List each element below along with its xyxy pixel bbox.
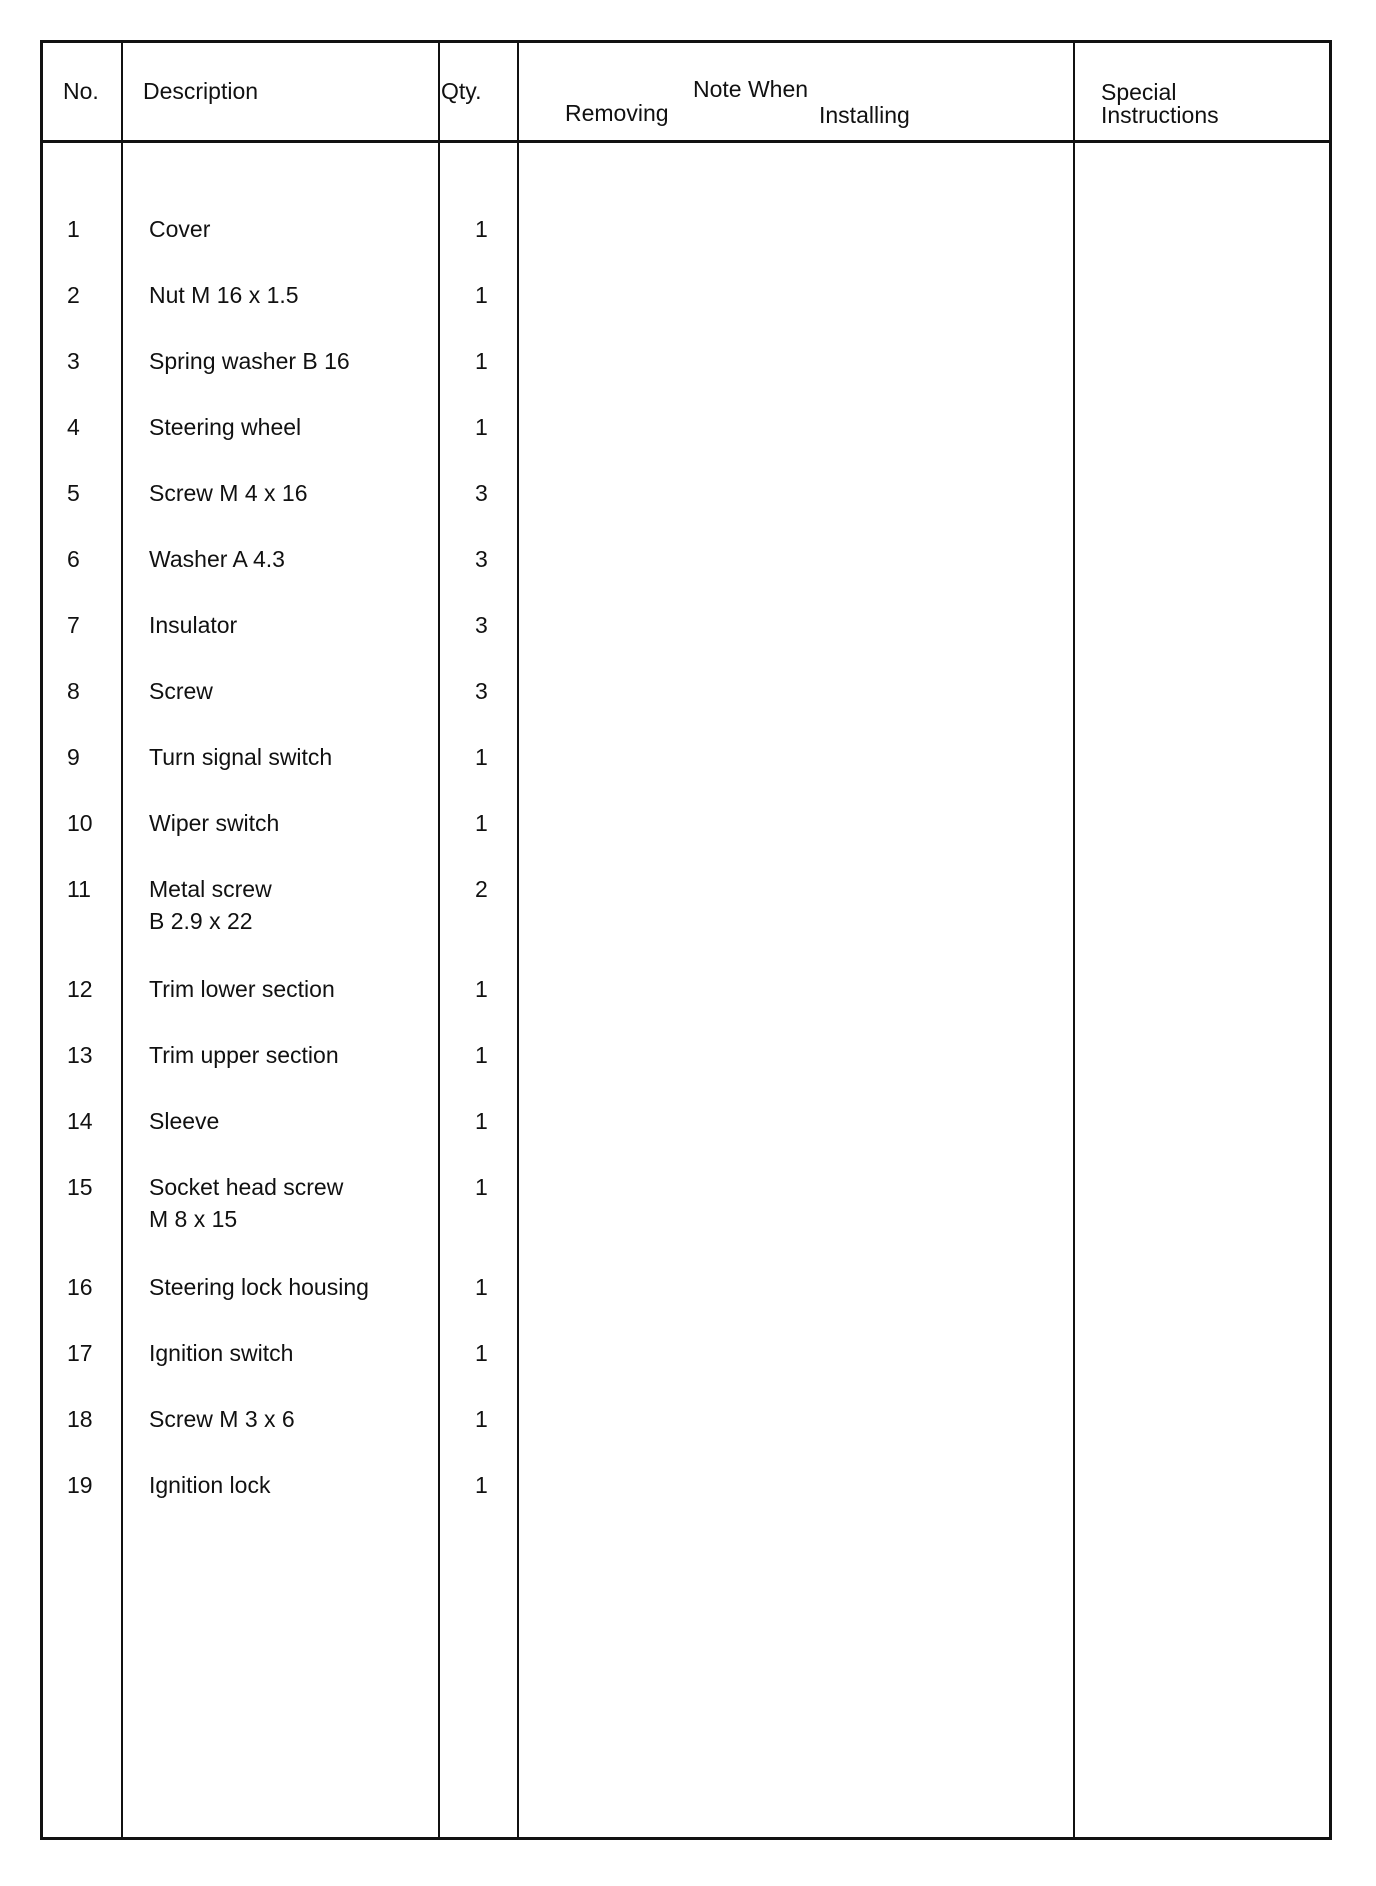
- row-quantity: 1: [475, 1340, 488, 1366]
- header-removing: Removing: [565, 100, 669, 126]
- row-number: 5: [67, 480, 80, 506]
- row-quantity: 1: [475, 976, 488, 1002]
- row-description: Wiper switch: [149, 810, 280, 836]
- row-description: Socket head screw M 8 x 15: [149, 1174, 344, 1232]
- column-divider-qty: [517, 43, 519, 1837]
- row-quantity: 1: [475, 1406, 488, 1432]
- row-description: Screw: [149, 678, 213, 704]
- row-description: Cover: [149, 216, 211, 242]
- row-description: Steering wheel: [149, 414, 302, 440]
- header-divider: [43, 140, 1329, 143]
- row-quantity: 3: [475, 480, 488, 506]
- row-quantity: 1: [475, 1174, 488, 1200]
- row-description: Insulator: [149, 612, 238, 638]
- row-number: 10: [67, 810, 93, 836]
- column-divider-description: [438, 43, 440, 1837]
- row-number: 13: [67, 1042, 93, 1068]
- row-description: Ignition lock: [149, 1472, 271, 1498]
- header-description: Description: [143, 78, 259, 104]
- row-quantity: 1: [475, 282, 488, 308]
- row-quantity: 1: [475, 1274, 488, 1300]
- row-description: Screw M 4 x 16: [149, 480, 308, 506]
- header-no: No.: [63, 78, 99, 104]
- row-number: 6: [67, 546, 80, 572]
- row-number: 3: [67, 348, 80, 374]
- row-description: Trim upper section: [149, 1042, 339, 1068]
- row-number: 8: [67, 678, 80, 704]
- row-number: 14: [67, 1108, 93, 1134]
- row-number: 16: [67, 1274, 93, 1300]
- row-description: Screw M 3 x 6: [149, 1406, 295, 1432]
- row-number: 1: [67, 216, 80, 242]
- row-number: 17: [67, 1340, 93, 1366]
- header-installing: Installing: [819, 102, 910, 128]
- header-note-when: Note When: [693, 76, 809, 102]
- row-description: Spring washer B 16: [149, 348, 350, 374]
- row-quantity: 1: [475, 1472, 488, 1498]
- column-divider-note: [1073, 43, 1075, 1837]
- row-quantity: 1: [475, 810, 488, 836]
- row-quantity: 2: [475, 876, 488, 902]
- row-description: Ignition switch: [149, 1340, 294, 1366]
- row-quantity: 3: [475, 546, 488, 572]
- row-quantity: 3: [475, 678, 488, 704]
- row-description: Metal screw B 2.9 x 22: [149, 876, 272, 934]
- parts-table: [40, 40, 1332, 1840]
- row-quantity: 1: [475, 744, 488, 770]
- row-description: Turn signal switch: [149, 744, 333, 770]
- row-quantity: 1: [475, 414, 488, 440]
- row-description: Nut M 16 x 1.5: [149, 282, 299, 308]
- header-qty: Qty.: [441, 78, 482, 104]
- row-number: 12: [67, 976, 93, 1002]
- row-description: Washer A 4.3: [149, 546, 285, 572]
- row-quantity: 1: [475, 1042, 488, 1068]
- row-description: Sleeve: [149, 1108, 220, 1134]
- row-number: 2: [67, 282, 80, 308]
- row-description: Trim lower section: [149, 976, 335, 1002]
- row-quantity: 3: [475, 612, 488, 638]
- header-special-instructions: Special Instructions: [1101, 79, 1219, 128]
- row-number: 19: [67, 1472, 93, 1498]
- row-quantity: 1: [475, 348, 488, 374]
- row-quantity: 1: [475, 216, 488, 242]
- column-divider-no: [121, 43, 123, 1837]
- row-number: 4: [67, 414, 80, 440]
- row-number: 9: [67, 744, 80, 770]
- row-quantity: 1: [475, 1108, 488, 1134]
- row-number: 11: [67, 876, 91, 902]
- row-number: 15: [67, 1174, 93, 1200]
- row-number: 18: [67, 1406, 93, 1432]
- row-number: 7: [67, 612, 80, 638]
- row-description: Steering lock housing: [149, 1274, 369, 1300]
